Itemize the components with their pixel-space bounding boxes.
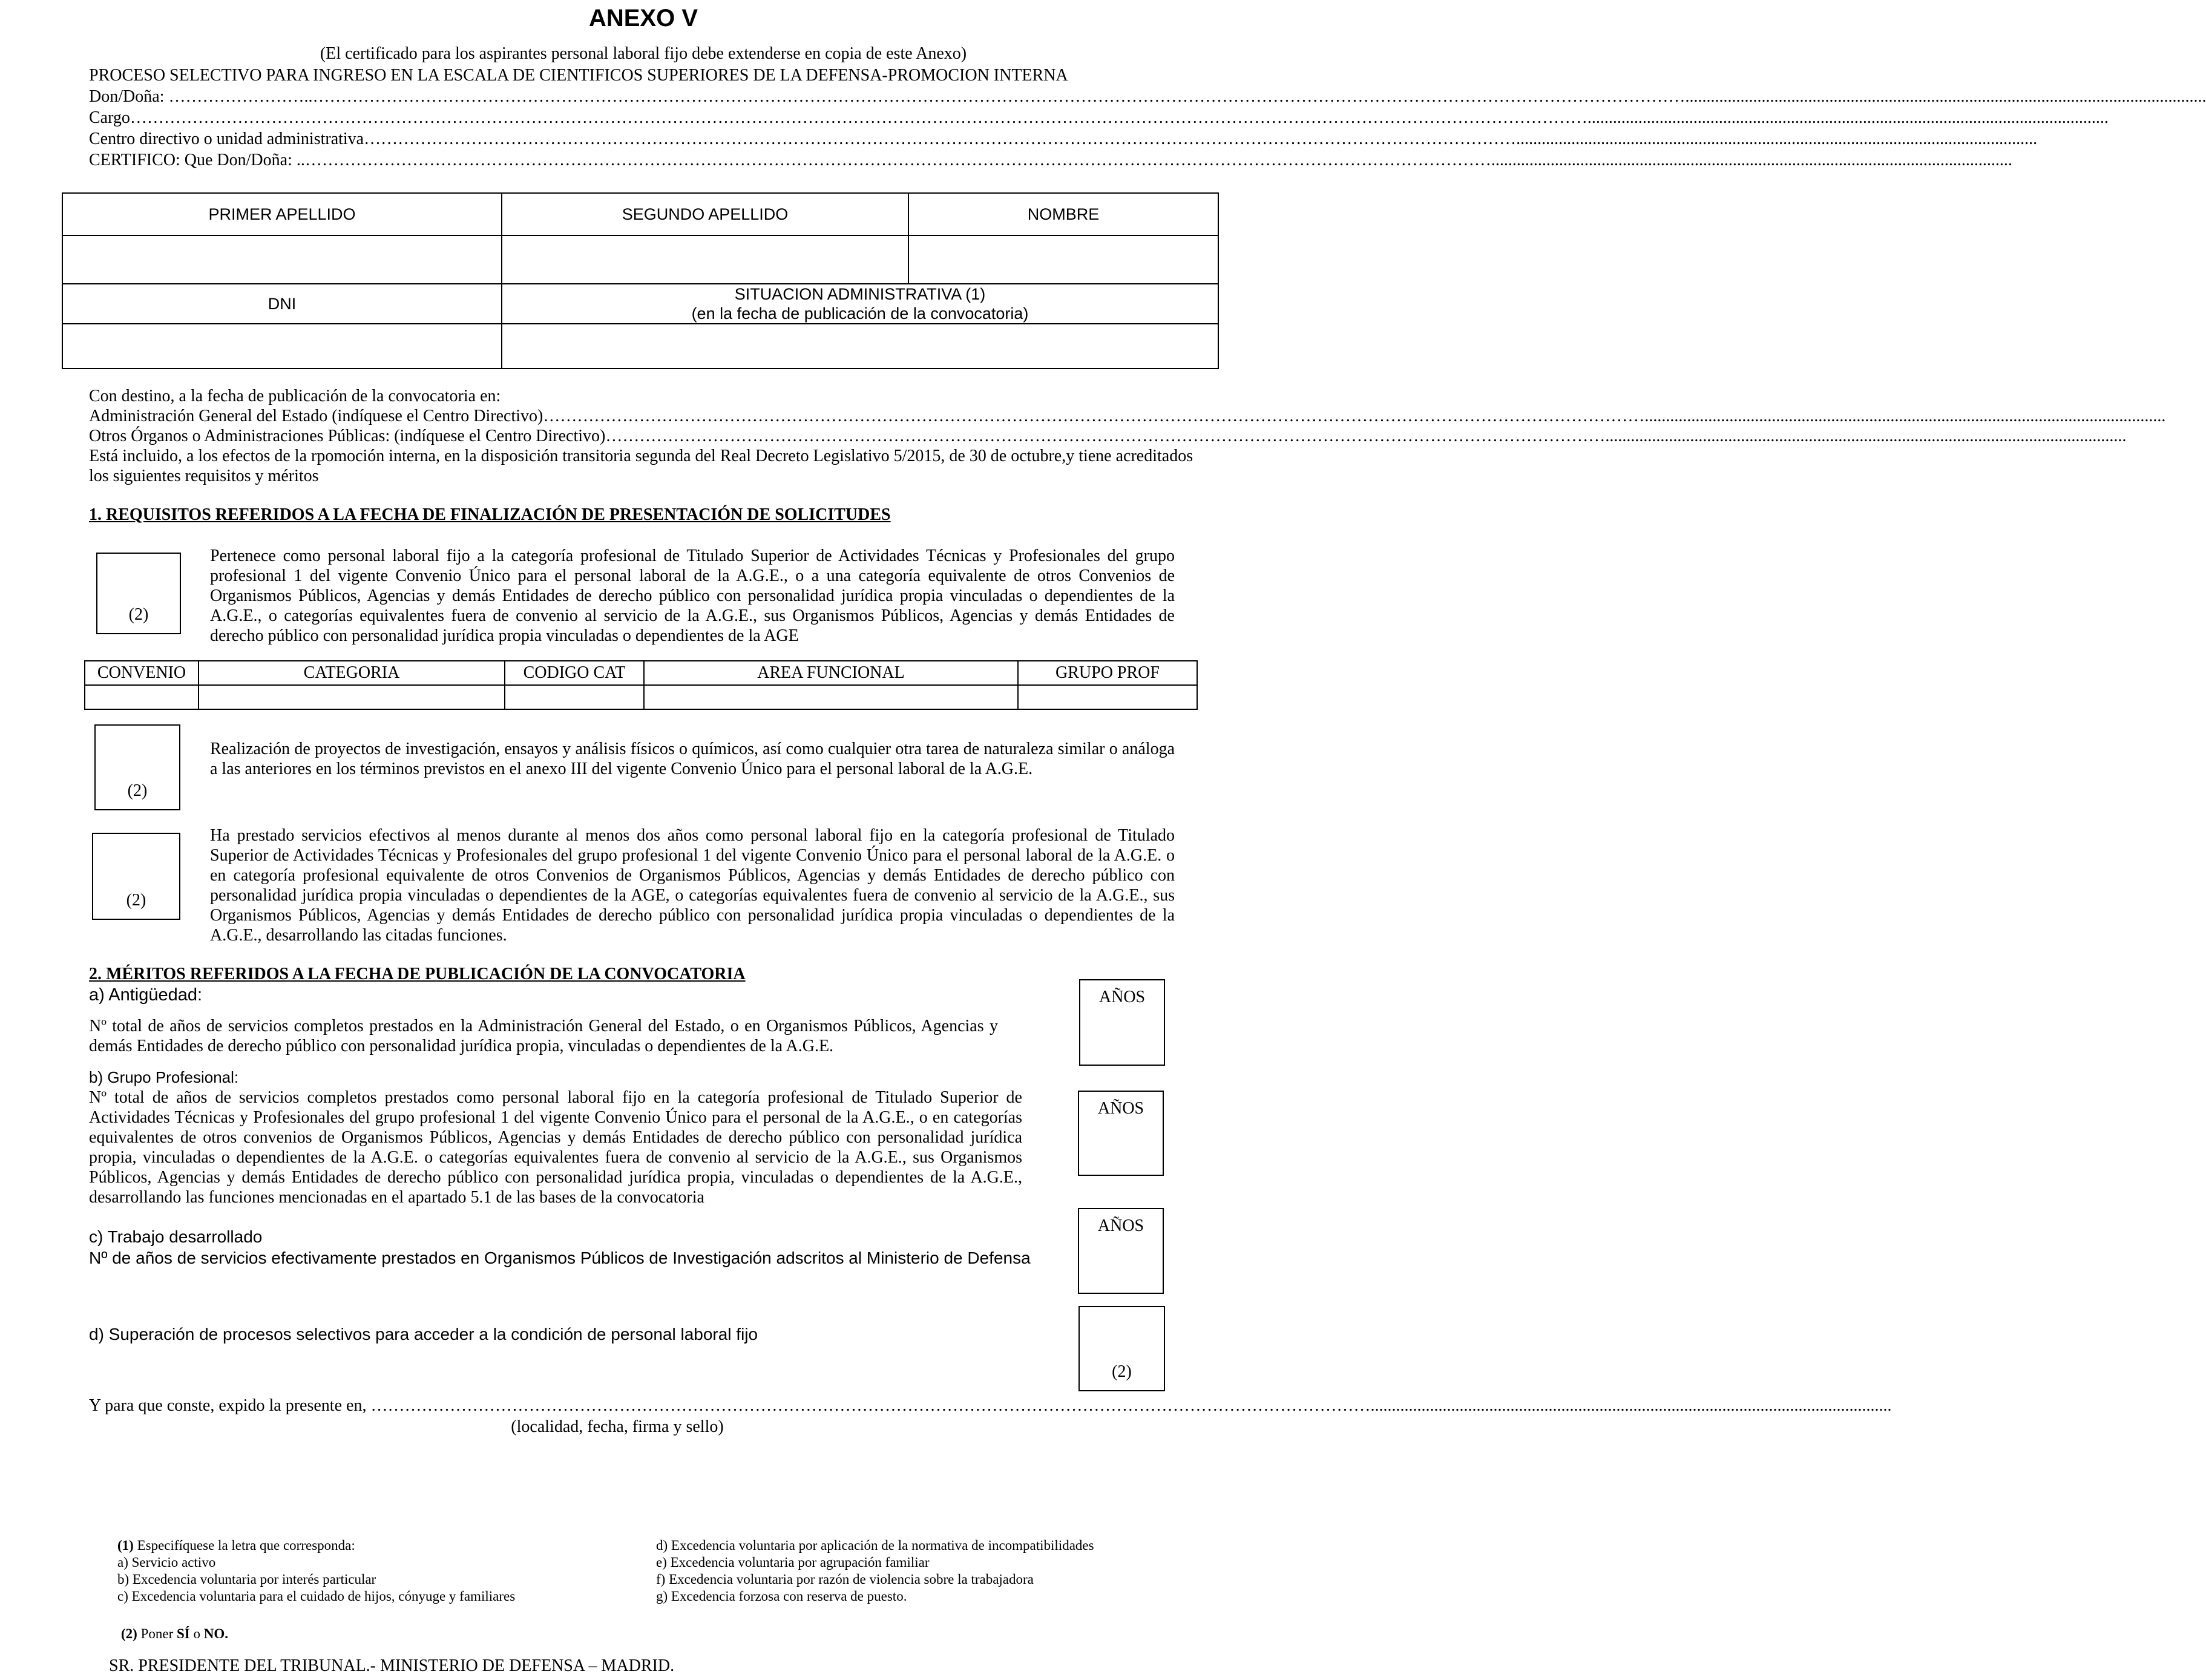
cargo-label: Cargo (89, 108, 130, 127)
destino-intro: Con destino, a la fecha de publicación de la convocatoria en: (89, 387, 501, 405)
page-title: ANEXO V (588, 5, 698, 31)
footnote1-f: f) Excedencia voluntaria por razón de violencia sobre la trabajadora (656, 1572, 1034, 1587)
primer-apellido-header: PRIMER APELLIDO (62, 193, 502, 235)
grupo-profesional-title: b) Grupo Profesional: (89, 1068, 239, 1086)
addressee: SR. PRESIDENTE DEL TRIBUNAL.- MINISTERIO DE DEFENSA – MADRID. (109, 1656, 675, 1675)
categoria-cell[interactable] (199, 685, 505, 709)
req3-checkbox-label: (2) (126, 891, 146, 910)
certifico-label: CERTIFICO: Que Don/Doña: .. (89, 151, 305, 169)
nombre-header: NOMBRE (908, 193, 1218, 235)
centro-directivo-label: Centro directivo o unidad administrativa (89, 130, 364, 148)
don-dona-field[interactable]: Don/Doña: ……………………..………………………………………………………………………………………………………………………………………………………………………………………………………………………........................................................................................................................... (89, 87, 2206, 106)
superacion-box[interactable] (1078, 1306, 1165, 1391)
area-funcional-cell[interactable] (644, 685, 1018, 709)
area-funcional-header: AREA FUNCIONAL (644, 661, 1018, 685)
grupo-anos-box[interactable] (1078, 1091, 1164, 1176)
grupo-profesional-text: Nº total de años de servicios completos prestados como personal laboral fijo en la categoría profesional de Titulado Superior de Actividades Técnicas y Profesionales del grupo profesional 1 del vigente Convenio Único para el personal de la A.G.E., o en categorías equivalentes de otros convenios de Organismos Públicos, Agencias y demás Entidades de derecho público con personalidad jurídica propia, vinculadas o dependientes de la A.G.E. o categorías equivalentes fuera de convenio al servicio de la A.G.E., sus Organismos Públicos, Agencias y demás Entidades de derecho público con personalidad jurídica propia, vinculadas o dependientes de la A.G.E., desarrollando las funciones mencionadas en el apartado 5.1 de las bases de la convocatoria (89, 1088, 1022, 1207)
cargo-field[interactable]: Cargo……………………………………………………………………………………………………………………………………………………………………………………………………………………………………........................................................................................................................... (89, 108, 2109, 127)
incluido-line2: los siguientes requisitos y méritos (89, 467, 319, 485)
dni-header: DNI (62, 284, 502, 324)
primer-apellido-cell[interactable] (62, 235, 502, 284)
req3-checkbox[interactable] (92, 833, 180, 920)
centro-directivo-field[interactable]: Centro directivo o unidad administrativa……………………………………………………………………………………………………………………………………………………………………………………........................................................................................................................... (89, 130, 2038, 148)
footnote1-c: c) Excedencia voluntaria para el cuidado de hijos, cónyuge y familiares (117, 1589, 516, 1604)
req1-checkbox-label: (2) (128, 605, 149, 624)
grupo-anos-label: AÑOS (1097, 1099, 1144, 1118)
situacion-cell[interactable] (502, 324, 1218, 369)
otros-organos-label: Otros Órganos o Administraciones Públicas: (indíquese el Centro Directivo) (89, 427, 606, 445)
footnote1-b: b) Excedencia voluntaria por interés particular (117, 1572, 376, 1587)
category-table (84, 660, 1198, 710)
req2-checkbox-label: (2) (127, 781, 148, 800)
footnote1-a: a) Servicio activo (117, 1555, 216, 1570)
convenio-cell[interactable] (85, 685, 199, 709)
superacion-box-label: (2) (1112, 1362, 1132, 1381)
req3-text: Ha prestado servicios efectivos al menos durante al menos dos años como personal laboral fijo en la categoría profesional de Titulado Superior de Actividades Técnicas y Profesionales del grupo profesional 1 del vigente Convenio Único para el personal laboral de la A.G.E. o en categoría profesional equivalente de otros Convenios de Organismos Públicos, Agencias y demás Entidades de derecho público con personalidad jurídica propia vinculadas o dependientes de la AGE, o categorías equivalentes fuera de convenio al servicio de la A.G.E., sus Organismos Públicos, Agencias y demás Entidades de derecho público con personalidad jurídica propia vinculadas o dependientes de la A.G.E., desarrollando las citadas funciones. (210, 826, 1175, 945)
footnote1-intro: (1) Especifíquese la letra que corresponda: (117, 1538, 355, 1553)
req1-checkbox[interactable] (96, 553, 181, 634)
situacion-header-line1: SITUACION ADMINISTRATIVA (1) (734, 285, 986, 303)
situacion-header (502, 284, 1218, 324)
incluido-line1: Está incluido, a los efectos de la rpomoción interna, en la disposición transitoria segunda del Real Decreto Legislativo 5/2015, de 30 de octubre,y tiene acreditados (89, 447, 1193, 465)
req1-text: Pertenece como personal laboral fijo a la categoría profesional de Titulado Superior de Actividades Técnicas y Profesionales del grupo profesional 1 del vigente Convenio Único para el personal laboral de la A.G.E., o a una categoría equivalente de otros Convenios de Organismos Públicos, Agencias y demás Entidades de derecho público con personalidad jurídica propia vinculadas o dependientes de la A.G.E., o categorías equivalentes fuera de convenio al servicio de la A.G.E., sus Organismos Públicos, Agencias y demás Entidades de derecho público con personalidad jurídica propia vinculadas o dependientes de la AGE (210, 546, 1175, 645)
trabajo-anos-box[interactable] (1078, 1208, 1164, 1294)
req2-text: Realización de proyectos de investigación, ensayos y análisis físicos o químicos, así como cualquier otra tarea de naturaleza similar o análoga a las anteriores en los términos previstos en el anexo III del vigente Convenio Único para el personal laboral de la A.G.E. (210, 740, 1175, 778)
don-dona-label: Don/Doña: (89, 87, 169, 106)
codigo-cat-cell[interactable] (505, 685, 644, 709)
antiguedad-text: Nº total de años de servicios completos prestados en la Administración General del Estado, o en Organismos Públicos, Agencias y demás Entidades de derecho público con personalidad jurídica propia, vinculadas o dependientes de la A.G.E. (89, 1017, 998, 1055)
section1-heading: 1. REQUISITOS REFERIDOS A LA FECHA DE FINALIZACIÓN DE PRESENTACIÓN DE SOLICITUDES (89, 505, 891, 524)
trabajo-title: c) Trabajo desarrollado (89, 1227, 263, 1246)
req2-checkbox[interactable] (94, 724, 180, 810)
footnote1-e: e) Excedencia voluntaria por agrupación familiar (656, 1555, 930, 1570)
expedicion-label: Y para que conste, expido la presente en, (89, 1396, 371, 1415)
nombre-cell[interactable] (908, 235, 1218, 284)
antiguedad-anos-label: AÑOS (1098, 988, 1146, 1006)
convenio-header: CONVENIO (85, 661, 199, 685)
segundo-apellido-cell[interactable] (502, 235, 908, 284)
trabajo-text: Nº de años de servicios efectivamente prestados en Organismos Públicos de Investigación adscritos al Ministerio de Defensa (89, 1249, 1031, 1267)
section2-heading: 2. MÉRITOS REFERIDOS A LA FECHA DE PUBLICACIÓN DE LA CONVOCATORIA (89, 965, 746, 983)
age-field[interactable]: Administración General del Estado (indíquese el Centro Directivo)……………………………………………………………………………………………………………………………………………………………………………........................................................................................................................... (89, 407, 2166, 425)
footnote1-d: d) Excedencia voluntaria por aplicación de la normativa de incompatibilidades (656, 1538, 1094, 1553)
footnote2: (2) Poner SÍ o NO. (121, 1626, 228, 1641)
header-note: (El certificado para los aspirantes personal laboral fijo debe extenderse en copia de este Anexo) (320, 44, 967, 63)
expedicion-sub: (localidad, fecha, firma y sello) (511, 1417, 724, 1436)
antiguedad-title: a) Antigüedad: (89, 985, 203, 1005)
footnote1-g: g) Excedencia forzosa con reserva de puesto. (656, 1589, 907, 1604)
situacion-header-line2: (en la fecha de publicación de la convocatoria) (691, 304, 1029, 323)
categoria-header: CATEGORIA (199, 661, 505, 685)
age-label: Administración General del Estado (indíquese el Centro Directivo) (89, 407, 543, 425)
trabajo-anos-label: AÑOS (1097, 1216, 1144, 1235)
superacion-text: d) Superación de procesos selectivos para acceder a la condición de personal laboral fijo (89, 1325, 758, 1344)
identity-table (62, 192, 1219, 369)
expedicion-field[interactable]: Y para que conste, expido la presente en, ……………………………………………………………………………………………………………………………………………………………........................................................................................................................... (89, 1396, 1892, 1415)
certifico-field[interactable]: CERTIFICO: Que Don/Doña: ..…………………………………………………………………………………………………………………………………………………………………………………………........................................................................................................................... (89, 151, 2012, 169)
otros-organos-field[interactable]: Otros Órganos o Administraciones Públicas: (indíquese el Centro Directivo)……………………………………………………………………………………………………………………………………………………………........................................................................................................................... (89, 427, 2127, 445)
dni-cell[interactable] (62, 324, 502, 369)
grupo-prof-cell[interactable] (1018, 685, 1197, 709)
grupo-prof-header: GRUPO PROF (1018, 661, 1197, 685)
codigo-cat-header: CODIGO CAT (505, 661, 644, 685)
segundo-apellido-header: SEGUNDO APELLIDO (502, 193, 908, 235)
antiguedad-anos-box[interactable] (1079, 979, 1165, 1066)
process-title: PROCESO SELECTIVO PARA INGRESO EN LA ESCALA DE CIENTIFICOS SUPERIORES DE LA DEFENSA-PROMOCION INTERNA (89, 66, 1068, 85)
